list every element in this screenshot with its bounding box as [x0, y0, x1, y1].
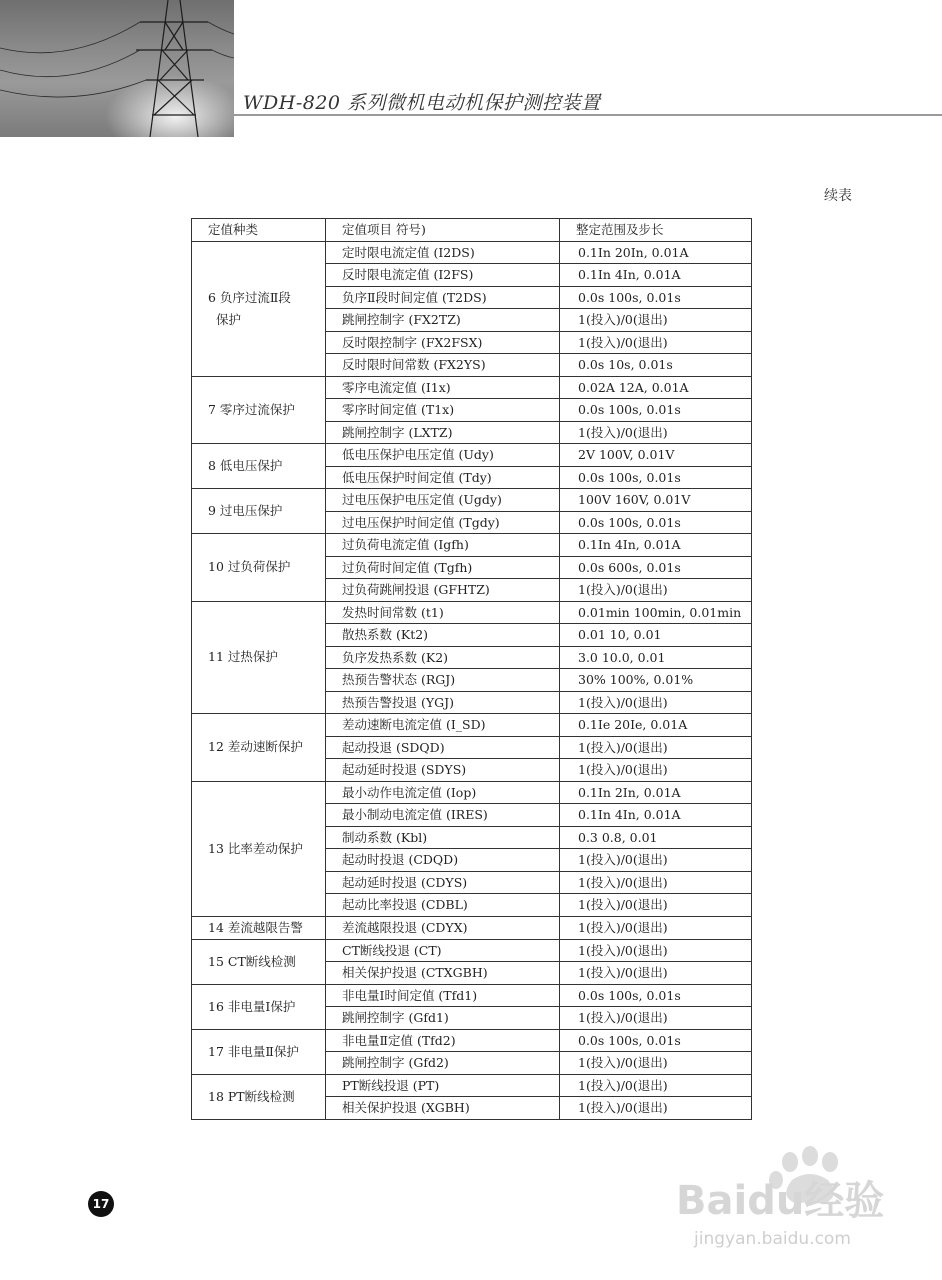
setting-range-cell: 1(投入)/0(退出) [560, 849, 752, 872]
setting-range-cell: 0.0s 100s, 0.01s [560, 399, 752, 422]
setting-range-cell: 30% 100%, 0.01% [560, 669, 752, 692]
category-cell [192, 714, 326, 782]
category-label: 14 差流越限告警 [208, 919, 303, 935]
setting-item-cell: PT断线投退 (PT) [326, 1074, 560, 1097]
setting-item-cell: 过负荷时间定值 (Tgfh) [326, 556, 560, 579]
setting-range-cell: 0.0s 100s, 0.01s [560, 466, 752, 489]
header-photo-transmission-tower [0, 0, 234, 137]
category-cell [192, 534, 326, 602]
category-label: 9 过电压保护 [208, 503, 283, 518]
category-label: 8 低电压保护 [208, 458, 283, 473]
setting-range-cell: 1(投入)/0(退出) [560, 736, 752, 759]
setting-range-cell: 0.0s 600s, 0.01s [560, 556, 752, 579]
setting-range-cell: 1(投入)/0(退出) [560, 916, 752, 939]
category-cell [192, 601, 326, 714]
setting-range-cell: 0.1Ie 20Ie, 0.01A [560, 714, 752, 737]
settings-table [191, 218, 752, 1120]
setting-range-cell: 1(投入)/0(退出) [560, 962, 752, 985]
setting-item-cell: 制动系数 (Kbl) [326, 826, 560, 849]
baidu-watermark-logo [672, 1140, 932, 1270]
setting-item-cell: 起动延时投退 (CDYS) [326, 871, 560, 894]
table-row [192, 714, 752, 737]
watermark-url: jingyan.baidu.com [694, 1229, 851, 1249]
category-label: 保护 [216, 311, 242, 327]
setting-item-cell: 散热系数 (Kt2) [326, 624, 560, 647]
setting-item-cell: 跳闸控制字 (FX2TZ) [326, 309, 560, 332]
setting-range-cell: 1(投入)/0(退出) [560, 1097, 752, 1120]
setting-item-cell: 反时限时间常数 (FX2YS) [326, 354, 560, 377]
category-cell [192, 1029, 326, 1074]
setting-range-cell: 1(投入)/0(退出) [560, 1052, 752, 1075]
table-body [192, 241, 752, 1119]
setting-item-cell: 起动时投退 (CDQD) [326, 849, 560, 872]
setting-range-cell: 1(投入)/0(退出) [560, 309, 752, 332]
setting-item-cell: 最小制动电流定值 (IRES) [326, 804, 560, 827]
category-label: 16 非电量Ⅰ保护 [208, 998, 296, 1014]
category-cell [192, 489, 326, 534]
setting-range-cell: 0.3 0.8, 0.01 [560, 826, 752, 849]
category-cell [192, 781, 326, 916]
category-cell [192, 444, 326, 489]
setting-item-cell: 最小动作电流定值 (Iop) [326, 781, 560, 804]
setting-range-cell: 1(投入)/0(退出) [560, 1074, 752, 1097]
setting-item-cell: 跳闸控制字 (LXTZ) [326, 421, 560, 444]
category-cell [192, 1074, 326, 1119]
setting-item-cell: 非电量Ⅰ时间定值 (Tfd1) [326, 984, 560, 1007]
table-row [192, 1029, 752, 1052]
category-label: 13 比率差动保护 [208, 840, 303, 856]
table-row [192, 1074, 752, 1097]
setting-range-cell: 1(投入)/0(退出) [560, 1007, 752, 1030]
setting-range-cell: 0.0s 100s, 0.01s [560, 511, 752, 534]
table-row [192, 376, 752, 399]
setting-item-cell: 低电压保护时间定值 (Tdy) [326, 466, 560, 489]
setting-item-cell: 相关保护投退 (CTXGBH) [326, 962, 560, 985]
setting-range-cell: 0.1In 4In, 0.01A [560, 804, 752, 827]
column-header-item: 定值项目 符号) [326, 219, 560, 242]
setting-item-cell: 差流越限投退 (CDYX) [326, 916, 560, 939]
setting-range-cell: 0.01min 100min, 0.01min [560, 601, 752, 624]
setting-range-cell: 0.0s 100s, 0.01s [560, 984, 752, 1007]
column-header-range: 整定范围及步长 [560, 219, 752, 242]
setting-range-cell: 0.1In 20In, 0.01A [560, 241, 752, 264]
setting-item-cell: 定时限电流定值 (I2DS) [326, 241, 560, 264]
setting-item-cell: 过负荷跳闸投退 (GFHTZ) [326, 579, 560, 602]
transmission-tower-icon [0, 0, 234, 137]
table-row [192, 984, 752, 1007]
table-row [192, 489, 752, 512]
setting-item-cell: 差动速断电流定值 (I_SD) [326, 714, 560, 737]
category-label: 10 过负荷保护 [208, 559, 291, 575]
table-row [192, 939, 752, 962]
setting-item-cell: 跳闸控制字 (Gfd1) [326, 1007, 560, 1030]
table-row [192, 916, 752, 939]
setting-range-cell: 1(投入)/0(退出) [560, 894, 752, 917]
document-title: WDH-820 系列微机电动机保护测控装置 [243, 92, 601, 114]
setting-item-cell: 负序Ⅱ段时间定值 (T2DS) [326, 286, 560, 309]
setting-range-cell: 0.01 10, 0.01 [560, 624, 752, 647]
setting-range-cell: 2V 100V, 0.01V [560, 444, 752, 467]
setting-item-cell: 反时限控制字 (FX2FSX) [326, 331, 560, 354]
setting-range-cell: 1(投入)/0(退出) [560, 939, 752, 962]
setting-item-cell: 负序发热系数 (K2) [326, 646, 560, 669]
setting-item-cell: 起动比率投退 (CDBL) [326, 894, 560, 917]
setting-item-cell: 过电压保护时间定值 (Tgdy) [326, 511, 560, 534]
setting-item-cell: CT断线投退 (CT) [326, 939, 560, 962]
setting-item-cell: 起动投退 (SDQD) [326, 736, 560, 759]
setting-range-cell: 0.1In 4In, 0.01A [560, 534, 752, 557]
category-label: 17 非电量Ⅱ保护 [208, 1043, 299, 1059]
table-row [192, 444, 752, 467]
table-row [192, 781, 752, 804]
setting-range-cell: 1(投入)/0(退出) [560, 421, 752, 444]
setting-item-cell: 低电压保护电压定值 (Udy) [326, 444, 560, 467]
setting-range-cell: 0.02A 12A, 0.01A [560, 376, 752, 399]
setting-range-cell: 0.1In 2In, 0.01A [560, 781, 752, 804]
setting-item-cell: 反时限电流定值 (I2FS) [326, 264, 560, 287]
category-cell [192, 241, 326, 376]
setting-range-cell: 100V 160V, 0.01V [560, 489, 752, 512]
setting-range-cell: 1(投入)/0(退出) [560, 691, 752, 714]
setting-range-cell: 0.0s 100s, 0.01s [560, 1029, 752, 1052]
setting-item-cell: 过电压保护电压定值 (Ugdy) [326, 489, 560, 512]
category-cell [192, 984, 326, 1029]
setting-range-cell: 1(投入)/0(退出) [560, 759, 752, 782]
page-number: 17 [88, 1191, 114, 1217]
setting-range-cell: 1(投入)/0(退出) [560, 871, 752, 894]
setting-range-cell: 0.0s 10s, 0.01s [560, 354, 752, 377]
setting-item-cell: 零序时间定值 (T1x) [326, 399, 560, 422]
setting-item-cell: 非电量Ⅱ定值 (Tfd2) [326, 1029, 560, 1052]
setting-item-cell: 过负荷电流定值 (Igfh) [326, 534, 560, 557]
table-row [192, 601, 752, 624]
category-label: 18 PT断线检测 [208, 1088, 295, 1104]
setting-item-cell: 跳闸控制字 (Gfd2) [326, 1052, 560, 1075]
category-cell [192, 916, 326, 939]
table-header-row [192, 219, 752, 242]
setting-range-cell: 3.0 10.0, 0.01 [560, 646, 752, 669]
category-cell [192, 376, 326, 444]
watermark-brand: Baidu经验 [676, 1178, 885, 1224]
category-label: 15 CT断线检测 [208, 953, 296, 969]
column-header-category: 定值种类 [192, 219, 326, 242]
setting-item-cell: 热预告警投退 (YGJ) [326, 691, 560, 714]
setting-item-cell: 相关保护投退 (XGBH) [326, 1097, 560, 1120]
setting-item-cell: 起动延时投退 (SDYS) [326, 759, 560, 782]
continued-label: 续表 [824, 188, 852, 204]
category-label: 11 过热保护 [208, 649, 278, 665]
category-label: 6 负序过流Ⅱ段 [208, 289, 291, 305]
setting-range-cell: 1(投入)/0(退出) [560, 331, 752, 354]
category-label: 12 差动速断保护 [208, 739, 303, 755]
setting-item-cell: 发热时间常数 (t1) [326, 601, 560, 624]
setting-item-cell: 热预告警状态 (RGJ) [326, 669, 560, 692]
setting-range-cell: 0.1In 4In, 0.01A [560, 264, 752, 287]
setting-range-cell: 0.0s 100s, 0.01s [560, 286, 752, 309]
table-row [192, 241, 752, 264]
setting-range-cell: 1(投入)/0(退出) [560, 579, 752, 602]
setting-item-cell: 零序电流定值 (I1x) [326, 376, 560, 399]
table-row [192, 534, 752, 557]
category-label: 7 零序过流保护 [208, 401, 295, 417]
category-cell [192, 939, 326, 984]
